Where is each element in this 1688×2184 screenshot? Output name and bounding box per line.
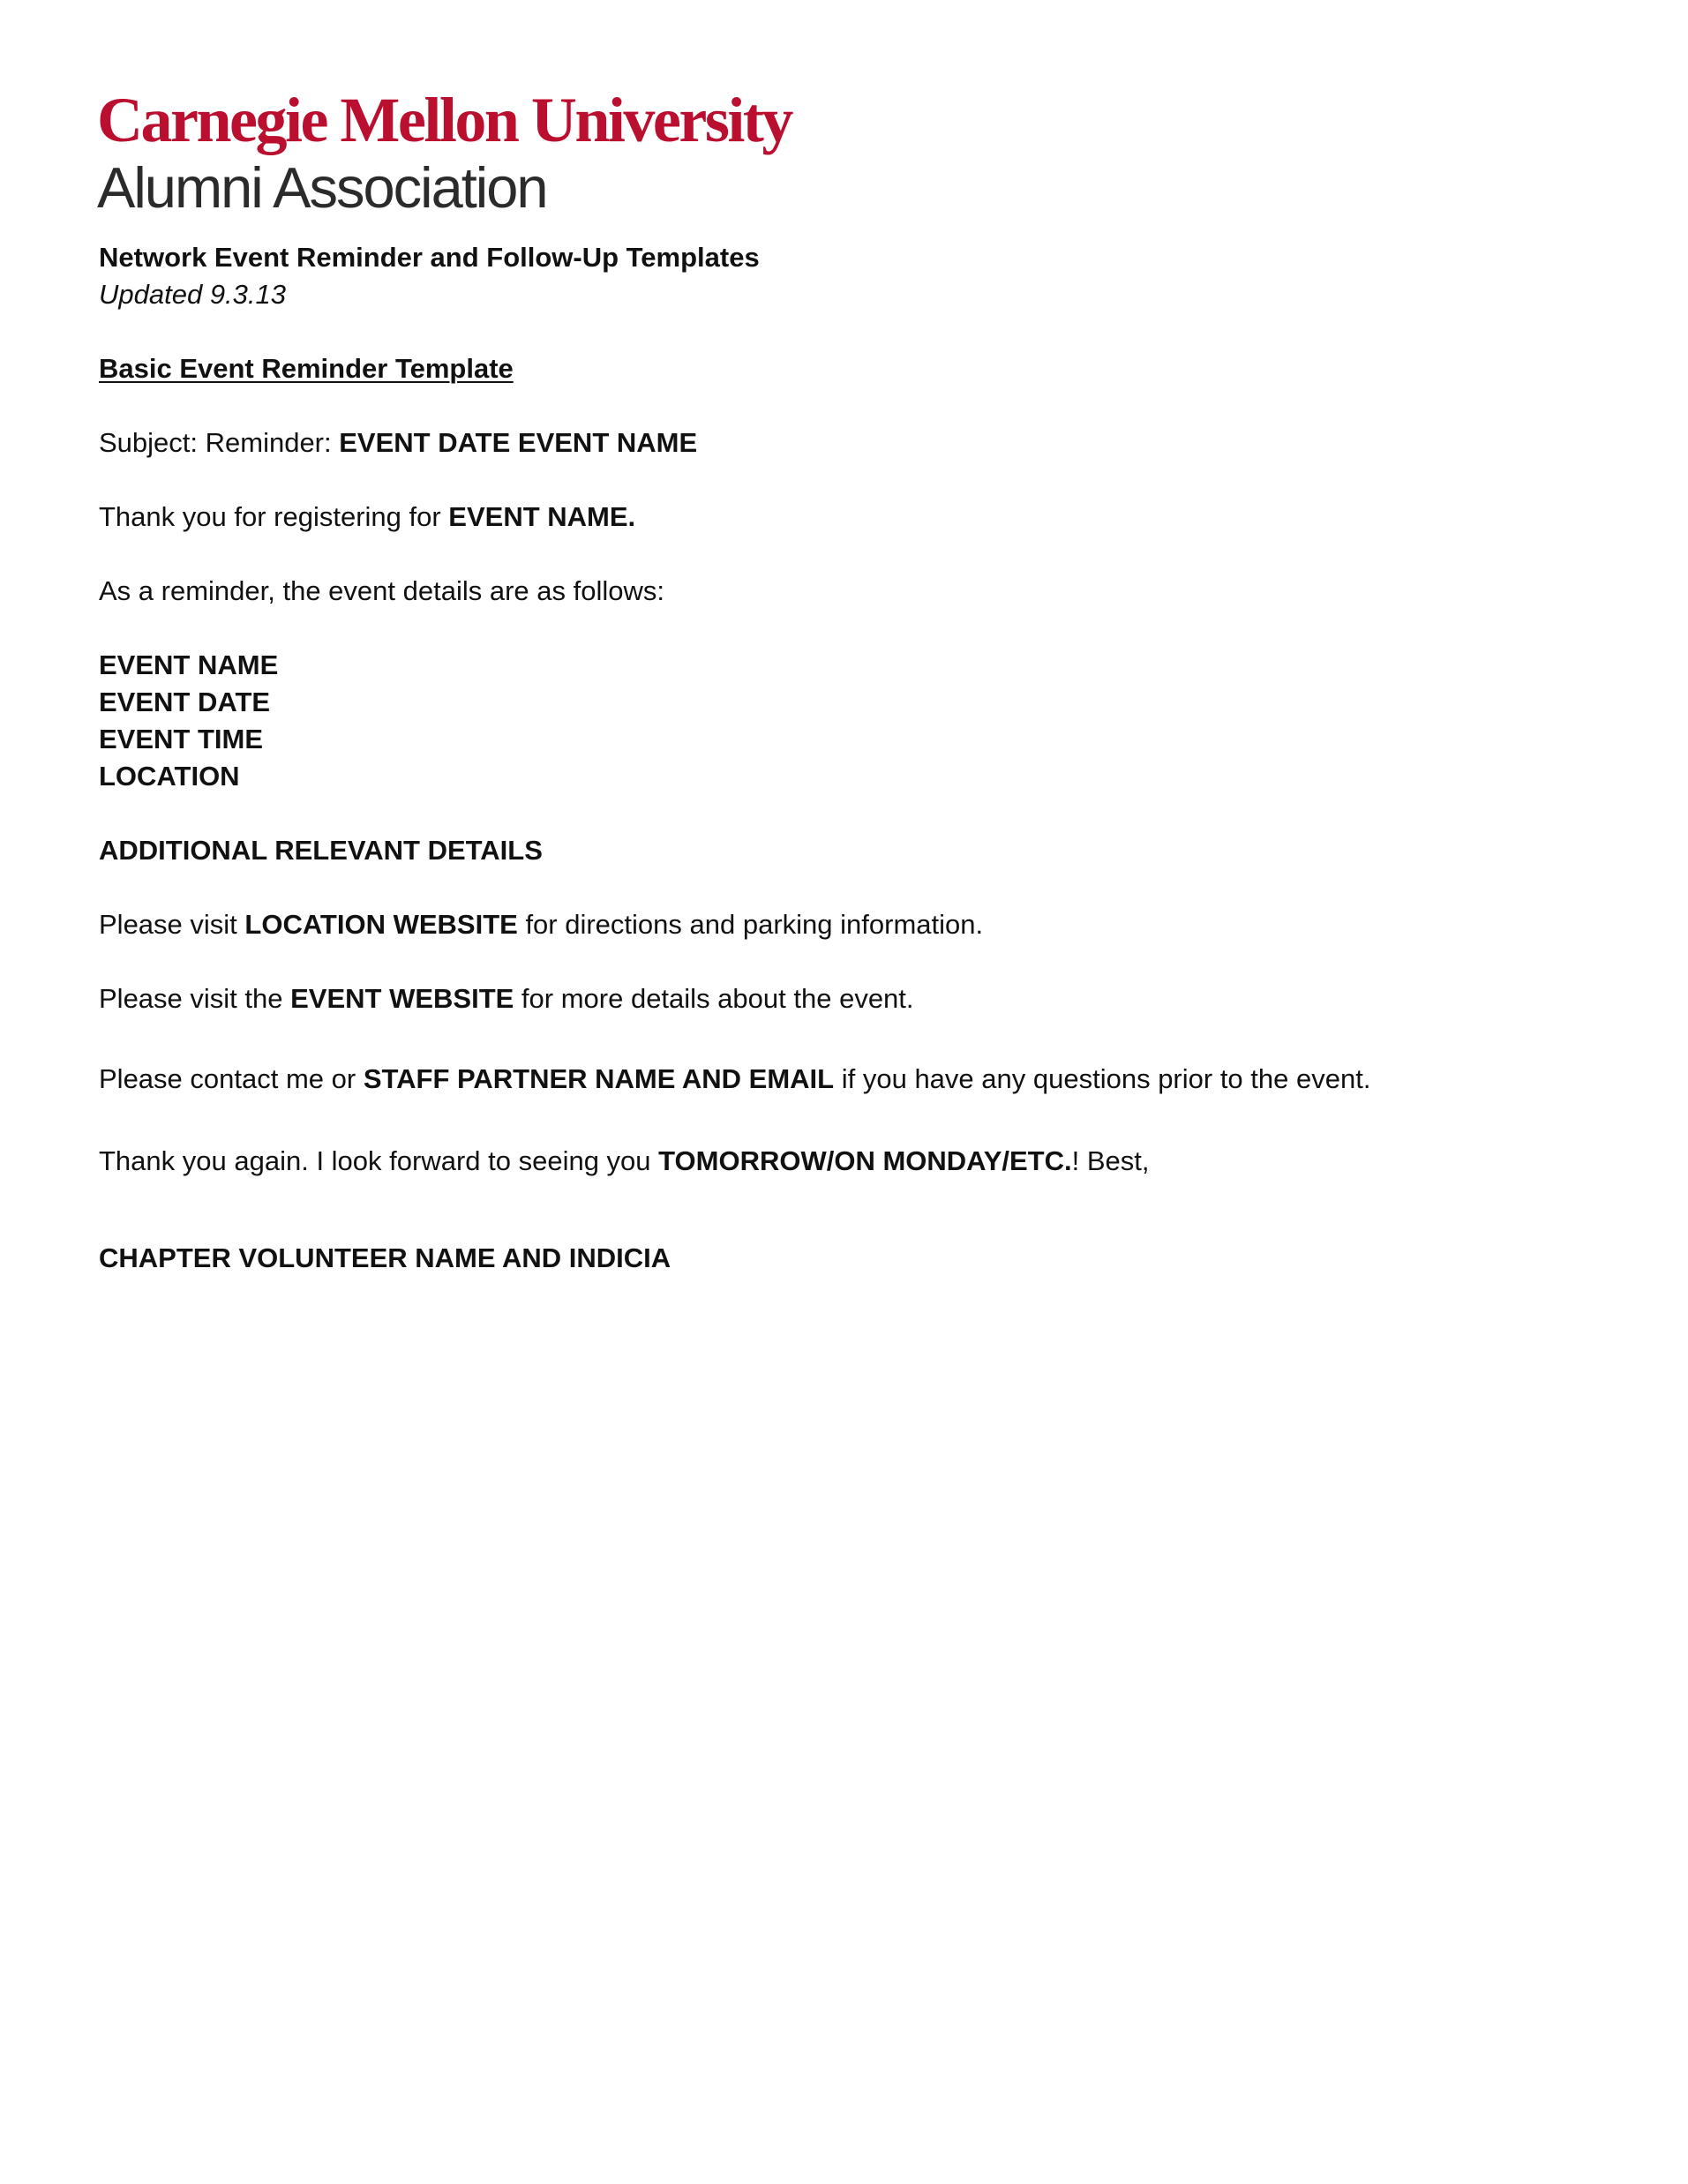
contact-prefix: Please contact me or	[99, 1063, 364, 1094]
thanks-prefix: Thank you for registering for	[99, 501, 449, 532]
thanks-line	[99, 499, 635, 535]
visit-location-prefix: Please visit	[99, 909, 245, 940]
detail-event-time: EVENT TIME	[99, 724, 264, 754]
closing-day: TOMORROW/ON MONDAY/ETC.	[658, 1145, 1072, 1176]
detail-event-name: EVENT NAME	[99, 649, 279, 680]
event-website: EVENT WEBSITE	[290, 983, 514, 1014]
detail-event-date: EVENT DATE	[99, 687, 271, 717]
updated-date: Updated 9.3.13	[99, 279, 287, 310]
contact-suffix: if you have any questions prior to the event.	[834, 1063, 1371, 1094]
closing-line	[99, 1144, 1149, 1179]
contact-line	[99, 1062, 1370, 1097]
detail-location: LOCATION	[99, 761, 240, 792]
subject-value: EVENT DATE EVENT NAME	[339, 427, 698, 458]
section-heading: Basic Event Reminder Template	[99, 353, 514, 384]
visit-event-suffix: for more details about the event.	[514, 983, 914, 1014]
closing-prefix: Thank you again. I look forward to seeing you	[99, 1145, 659, 1176]
staff-partner: STAFF PARTNER NAME AND EMAIL	[363, 1063, 835, 1094]
visit-location-line	[99, 907, 983, 942]
thanks-value: EVENT NAME.	[448, 501, 636, 532]
subject-prefix: Subject: Reminder:	[99, 427, 340, 458]
additional-details: ADDITIONAL RELEVANT DETAILS	[99, 835, 543, 866]
logo-association-name: Alumni Association	[97, 155, 547, 220]
visit-location-suffix: for directions and parking information.	[517, 909, 984, 940]
cmu-alumni-logo	[97, 85, 791, 220]
subject-line	[99, 425, 697, 461]
location-website: LOCATION WEBSITE	[244, 909, 518, 940]
visit-event-line	[99, 981, 914, 1017]
signature: CHAPTER VOLUNTEER NAME AND INDICIA	[99, 1242, 671, 1273]
reminder-intro: As a reminder, the event details are as follows:	[99, 575, 664, 606]
visit-event-prefix: Please visit the	[99, 983, 291, 1014]
document-title: Network Event Reminder and Follow-Up Templates	[99, 242, 760, 273]
logo-university-name: Carnegie Mellon University	[97, 85, 791, 155]
closing-suffix: ! Best,	[1071, 1145, 1150, 1176]
